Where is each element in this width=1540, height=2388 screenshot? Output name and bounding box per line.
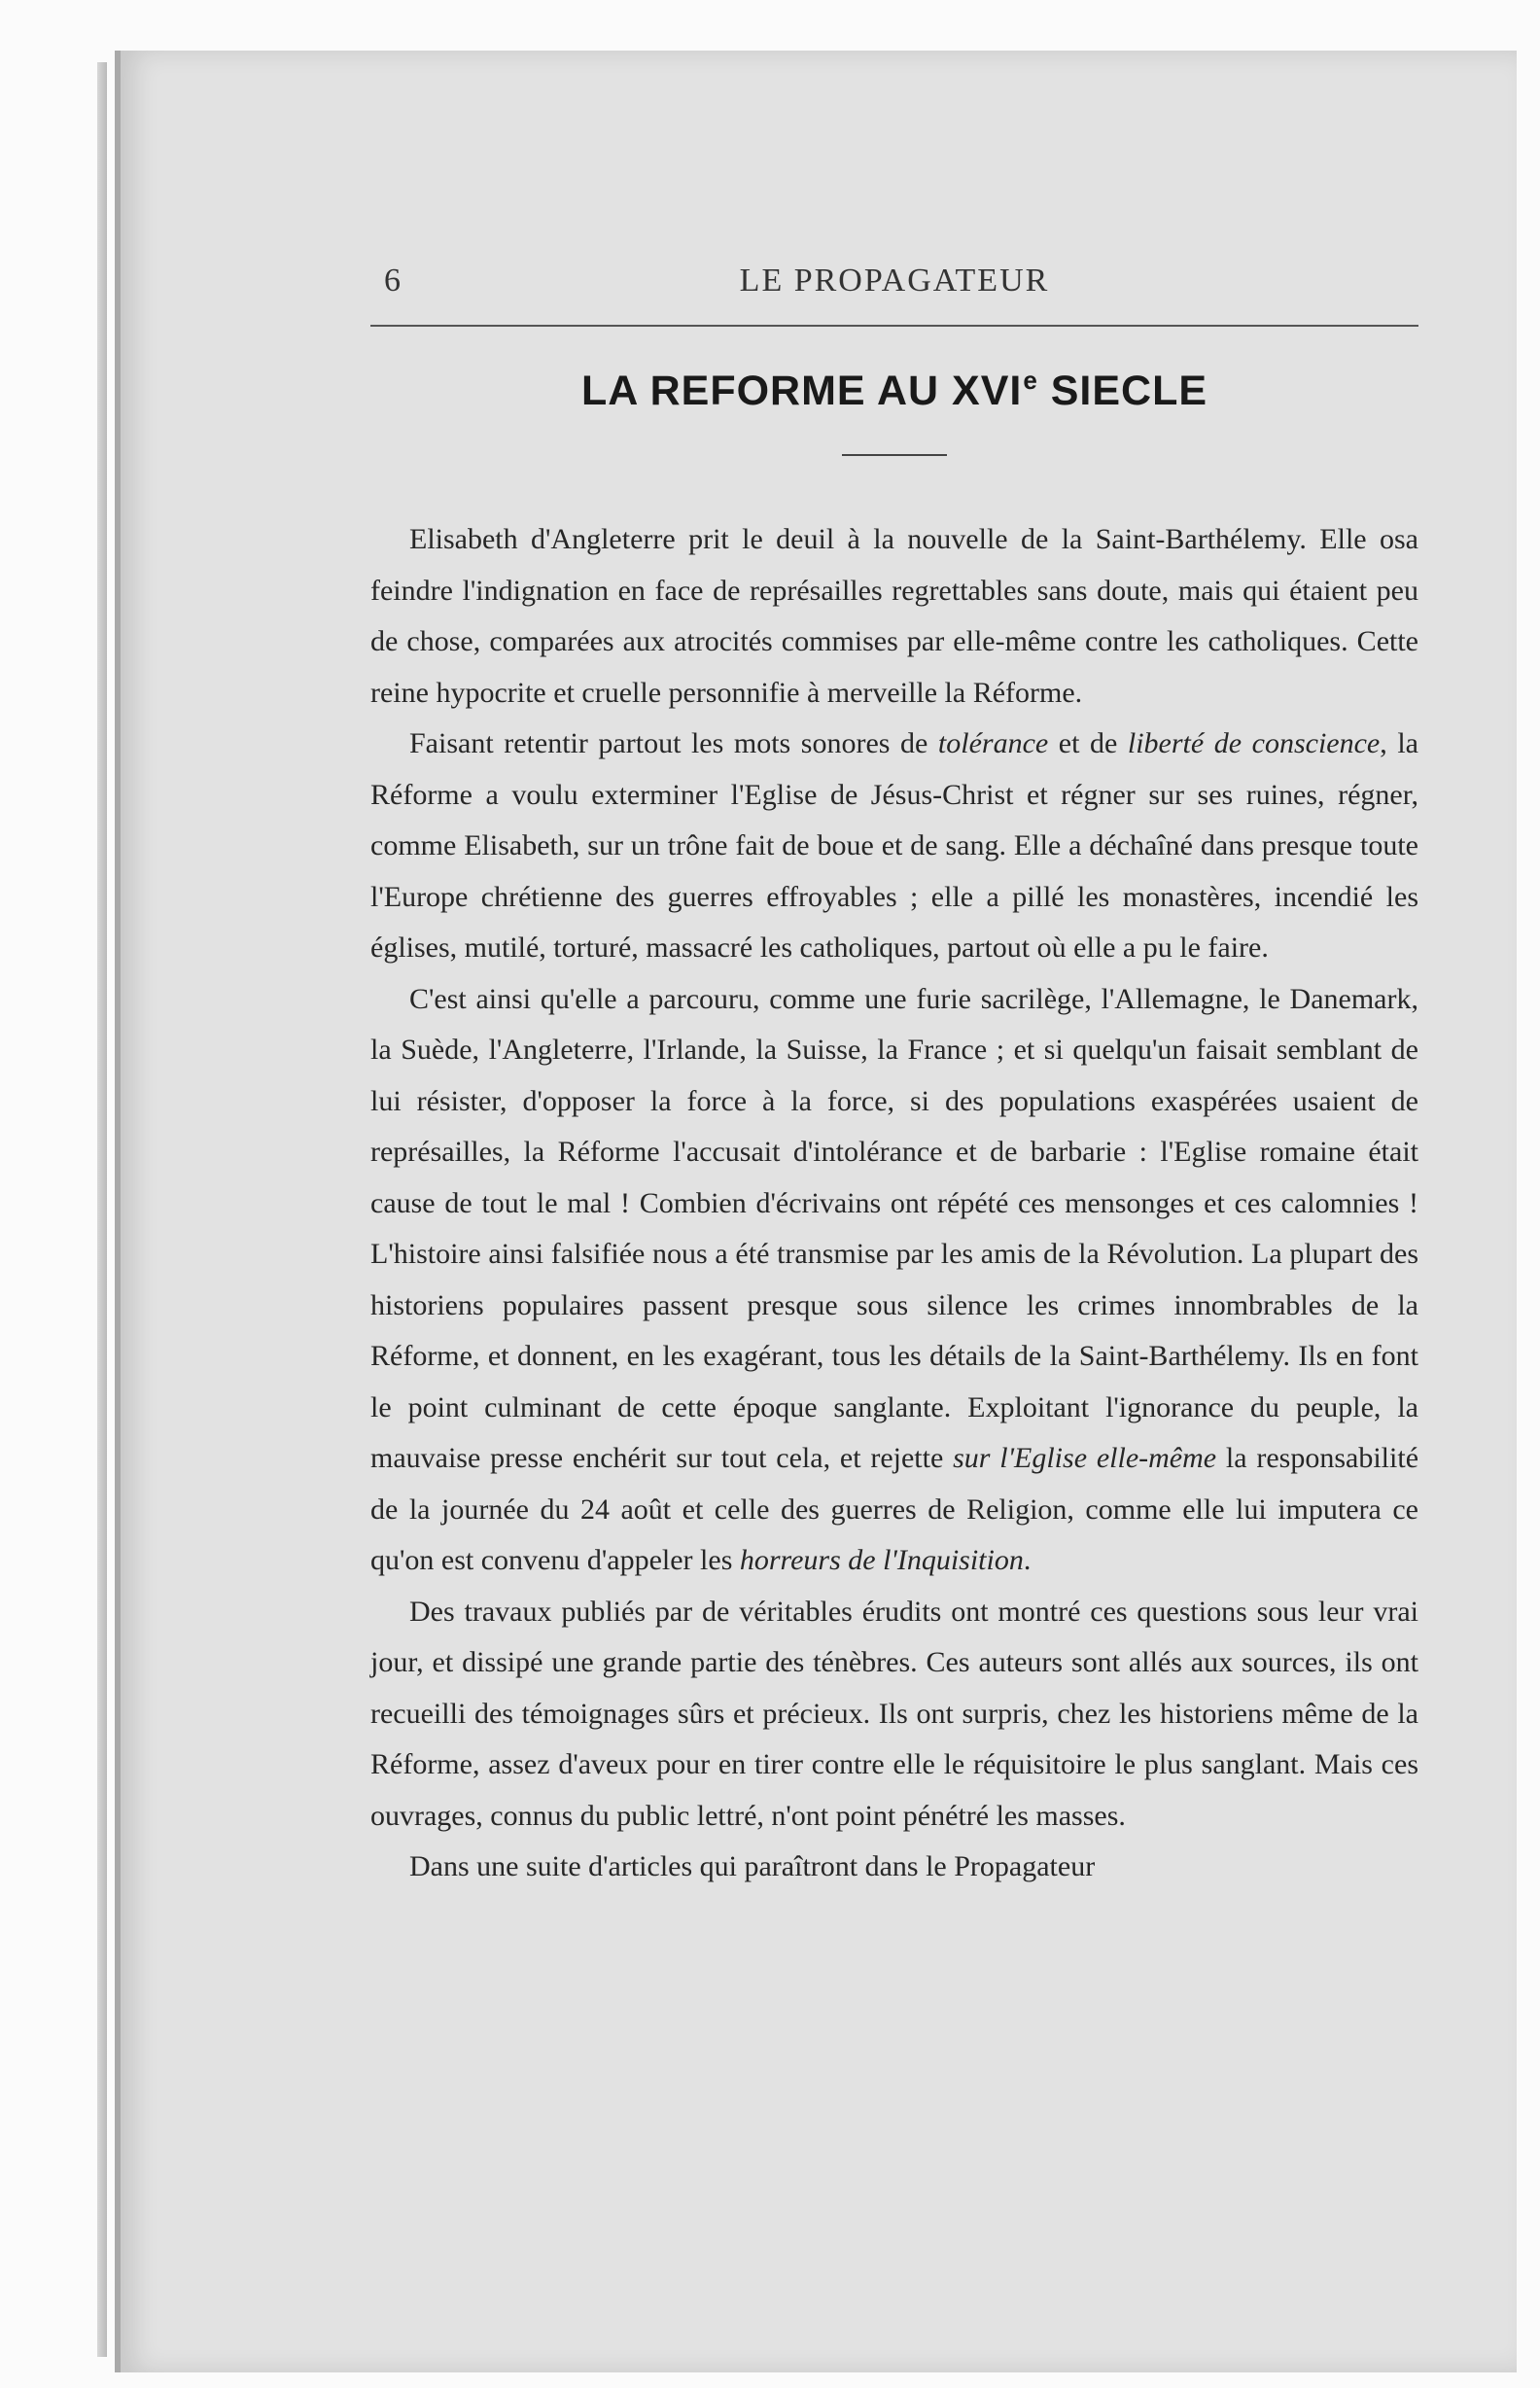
page-edge: [97, 62, 107, 2357]
paragraph: [370, 1842, 1418, 1893]
article-title-end: SIECLE: [1037, 368, 1208, 414]
paragraph: [370, 514, 1418, 719]
italic-text: tolérance: [937, 727, 1049, 759]
text-run: Elisabeth d'Angleterre prit le deuil à la nouvelle de la Saint-Barthélemy. Elle osa feindre l'indignation en face de représailles regrettables sans doute, mais qui étaient peu de chose, comparées aux atrocités commises par elle-même contre les catholiques. Cette reine hypocrite et cruelle personnifie à merveille la Réforme.: [370, 523, 1418, 709]
page-content: [370, 255, 1418, 1893]
title-rule: [842, 454, 947, 456]
italic-text: sur l'Eglise elle-même: [953, 1442, 1217, 1474]
italic-text: horreurs de l'Inquisition: [739, 1544, 1024, 1576]
article-title-main: LA REFORME AU XVI: [580, 368, 1023, 414]
text-run: C'est ainsi qu'elle a parcouru, comme une furie sacrilège, l'Allemagne, le Danemark, la Suède, l'Angleterre, l'Irlande, la Suisse, la France ; et si quelqu'un faisait semblant de lui résister, d'opposer la force à la force, si des populations exaspérées usaient de représailles, la Réforme l'accusait d'intolérance et de barbarie : l'Eglise romaine était cause de tout le mal ! Combien d'écrivains ont répété ces mensonges et ces calomnies ! L'histoire ainsi falsifiée nous a été transmise par les amis de la Révolution. La plupart des historiens populaires passent presque sous silence les crimes innombrables de la Réforme, et donnent, en les exagérant, tous les détails de la Saint-Barthélemy. Ils en font le point culminant de cette époque sanglante. Exploitant l'ignorance du peuple, la mauvaise presse enchérit sur tout cela, et rejette: [370, 982, 1418, 1474]
text-run: la responsabilité de la journée du 24 août et celle des guerres de Religion, comme elle lui imputera ce qu'on est convenu d'appeler les: [370, 1442, 1419, 1576]
paragraph: [370, 974, 1418, 1587]
paragraph: [370, 1587, 1418, 1843]
running-head: [370, 255, 1418, 305]
page-number: 6: [384, 263, 402, 298]
text-run: Des travaux publiés par de véritables érudits ont montré ces questions sous leur vrai jour, et dissipé une grande partie des ténèbres. Ces auteurs sont allés aux sources, ils ont recueilli des témoignages sûrs et précieux. Ils ont surpris, chez les historiens même de la Réforme, assez d'aveux pour en tirer contre elle le réquisitoire le plus sanglant. Mais ces ouvrages, connus du public lettré, n'ont point pénétré les masses.: [370, 1595, 1418, 1832]
italic-text: liberté de conscience: [1127, 727, 1381, 759]
text-run: Dans une suite d'articles qui paraîtront dans le Propagateur: [409, 1850, 1096, 1882]
article-title-superscript: e: [1023, 366, 1038, 395]
article-title: [370, 366, 1418, 415]
text-run: , la Réforme a voulu exterminer l'Eglise de Jésus-Christ et régner sur ses ruines, régner, comme Elisabeth, sur un trône fait de boue et de sang. Elle a déchaîné dans presque toute l'Europe chrétienne des guerres effroyables ; elle a pillé les monastères, incendié les églises, mutilé, torturé, massacré les catholiques, partout où elle a pu le faire.: [370, 727, 1418, 964]
header-rule: [370, 325, 1418, 327]
running-title: LE PROPAGATEUR: [739, 263, 1050, 298]
text-run: et de: [1048, 727, 1128, 759]
text-run: .: [1023, 1544, 1032, 1576]
text-run: Faisant retentir partout les mots sonores de: [409, 727, 938, 759]
paragraph: [370, 719, 1418, 974]
article-body: [370, 514, 1418, 1893]
